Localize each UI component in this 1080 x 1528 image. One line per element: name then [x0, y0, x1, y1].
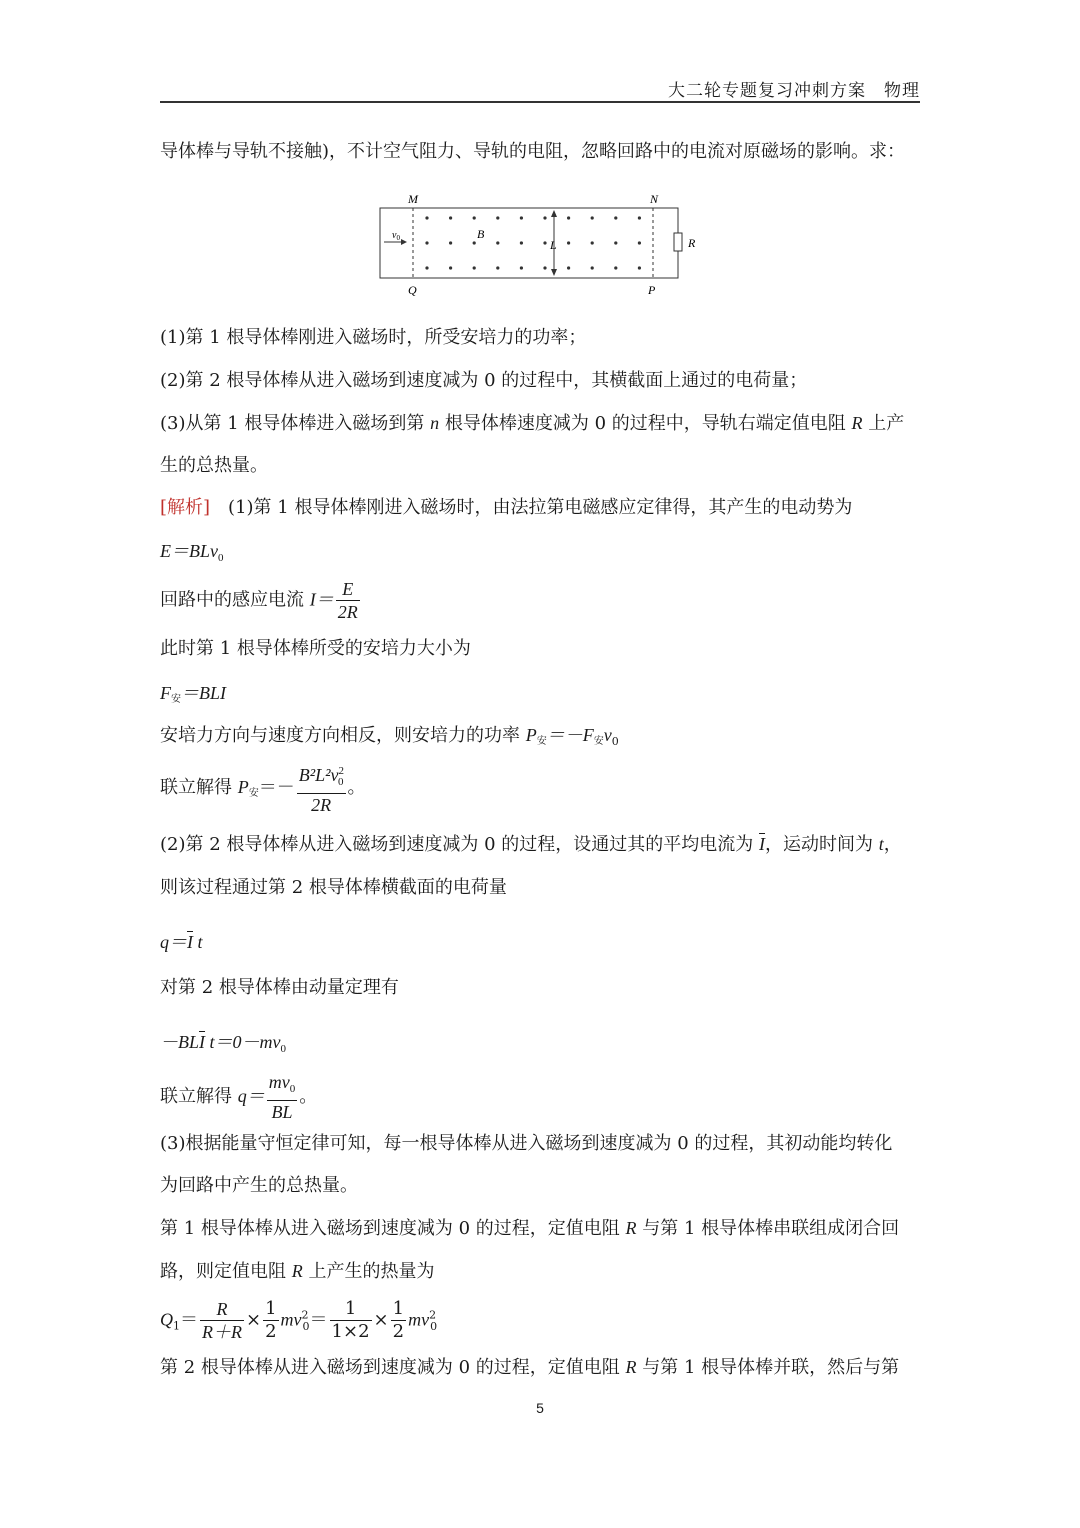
velocity-arrowhead — [401, 239, 407, 245]
momentum-intro: 对第 2 根导体棒由动量定理有 — [160, 977, 399, 998]
field-dot — [614, 241, 617, 244]
field-dot — [567, 266, 570, 269]
field-dot — [591, 216, 594, 219]
field-dot — [638, 241, 641, 244]
field-dot — [591, 266, 594, 269]
force-intro: 此时第 1 根导体棒所受的安培力大小为 — [160, 638, 471, 659]
solution-part2-line2: 则该过程通过第 2 根导体棒横截面的电荷量 — [160, 877, 507, 898]
intro-paragraph: 导体棒与导轨不接触)，不计空气阻力、导轨的电阻，忽略回路中的电流对原磁场的影响。求： — [160, 141, 906, 162]
field-dot — [520, 241, 523, 244]
header-divider — [160, 101, 920, 103]
label-P: P — [648, 283, 656, 297]
field-dot — [425, 241, 428, 244]
label-L: L — [550, 238, 557, 252]
solution-part2-line1: (2)第 2 根导体棒从进入磁场到速度减为 0 的过程，设通过其的平均电流为 $\overline{I}$，运动时间为 t， — [160, 834, 902, 855]
momentum-equation: $-BL\overline{I}$ $t=0-mv_0$ — [160, 1032, 287, 1055]
label-R: R — [688, 236, 696, 250]
question-3-cont: 生的总热量。 — [160, 455, 268, 476]
field-dot — [425, 216, 428, 219]
solution-part3-line4: 路，则定值电阻 R 上产生的热量为 — [160, 1261, 435, 1282]
solution-part3-line3: 第 1 根导体棒从进入磁场到速度减为 0 的过程，定值电阻 R 与第 1 根导体棒串联组成闭合回 — [160, 1218, 900, 1239]
field-dot — [614, 216, 617, 219]
width-arrow-down — [551, 269, 557, 276]
charge-result: 联立解得 q＝ $\frac{mv_0}{BL}$ 。 — [160, 1072, 318, 1122]
field-dot — [567, 241, 570, 244]
question-2: (2)第 2 根导体棒从进入磁场到速度减为 0 的过程中，其横截面上通过的电荷量； — [160, 370, 808, 391]
charge-equation: $q=\overline{I}$ t — [160, 932, 203, 952]
field-dot — [543, 241, 546, 244]
question-3: (3)从第 1 根导体棒进入磁场到第 n 根导体棒速度减为 0 的过程中，导轨右端定值电阻 R 上产 — [160, 413, 905, 434]
solution-tag: [解析] — [160, 497, 211, 518]
field-dot — [638, 266, 641, 269]
field-dot — [473, 241, 476, 244]
circuit-figure — [370, 186, 696, 297]
question-1: (1)第 1 根导体棒刚进入磁场时，所受安培力的功率； — [160, 327, 587, 348]
field-dot — [496, 266, 499, 269]
label-B: B — [477, 227, 485, 241]
current-equation: 回路中的感应电流 I＝ $\frac{E}{2R}$ — [160, 579, 358, 622]
field-dot — [567, 216, 570, 219]
force-equation: F安＝BLI — [160, 683, 226, 705]
field-dot — [449, 241, 452, 244]
field-dot — [543, 216, 546, 219]
field-dot — [449, 216, 452, 219]
field-dot — [520, 216, 523, 219]
power-result: 联立解得 P安＝－ $\frac{B^2L^2v^2_0}{2R}$ 。 — [160, 760, 366, 816]
field-dot — [638, 216, 641, 219]
solution-part3-line5: 第 2 根导体棒从进入磁场到速度减为 0 的过程，定值电阻 R 与第 1 根导体棒并联，然后与第 — [160, 1357, 900, 1378]
field-dot — [496, 241, 499, 244]
field-dot — [425, 266, 428, 269]
field-dot — [473, 216, 476, 219]
solution-part1-intro: [解析] (1)第 1 根导体棒刚进入磁场时，由法拉第电磁感应定律得，其产生的电动势为 — [160, 497, 853, 518]
field-dot — [496, 216, 499, 219]
solution-part3-line1: (3)根据能量守恒定律可知，每一根导体棒从进入磁场到速度减为 0 的过程，其初动能均转化 — [160, 1133, 893, 1154]
magnetic-field-dots — [425, 216, 641, 269]
page-number: 5 — [536, 1400, 544, 1416]
field-dot — [614, 266, 617, 269]
heat-Q1-equation: $Q_1=$ $\frac{R}{R+R}$ × $\frac{1}{2}$ $mv^2_0=$ $\frac{1}{1\times 2}$ × $\frac{1}{2}$ $mv^2_0$ — [160, 1298, 438, 1342]
width-arrow-up — [551, 210, 557, 217]
field-dot — [520, 266, 523, 269]
resistor-symbol — [674, 233, 682, 251]
field-dot — [449, 266, 452, 269]
running-header: 大二轮专题复习冲刺方案 物理 — [668, 81, 920, 101]
label-N: N — [650, 192, 659, 206]
label-M: M — [408, 192, 418, 206]
power-equation: 安培力方向与速度方向相反，则安培力的功率 P安＝－F安$v_0$ — [160, 725, 619, 748]
solution-part3-line2: 为回路中产生的总热量。 — [160, 1175, 358, 1196]
emf-equation: E＝BLv$_0$ — [160, 541, 224, 564]
field-dot — [473, 266, 476, 269]
label-Q: Q — [408, 283, 417, 297]
rail-frame — [380, 208, 678, 278]
field-dot — [591, 241, 594, 244]
label-v0: $v_0$ — [392, 230, 400, 242]
field-dot — [543, 266, 546, 269]
